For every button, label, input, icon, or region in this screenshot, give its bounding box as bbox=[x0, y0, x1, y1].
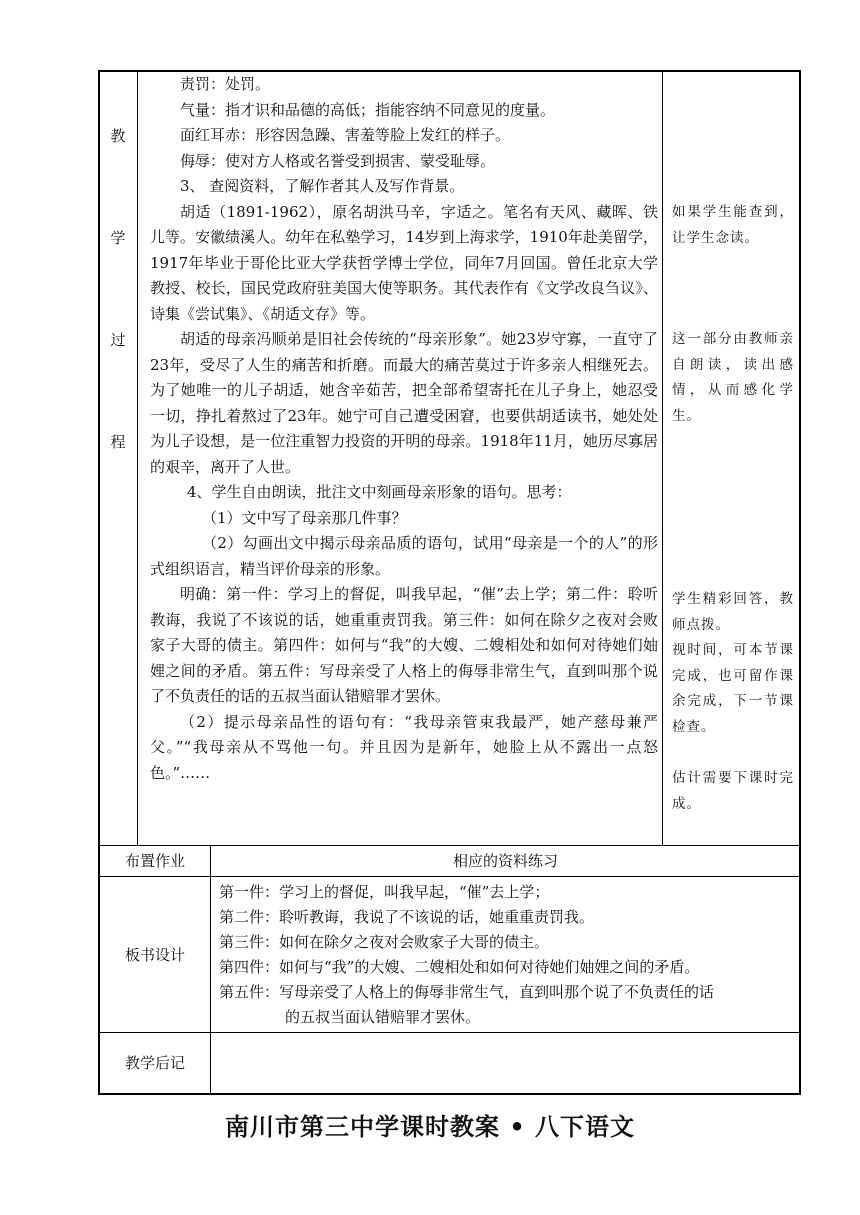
board-line-3: 第三件：如何在除夕之夜对会败家子大哥的债主。 bbox=[219, 933, 550, 951]
teaching-process-content bbox=[150, 72, 658, 786]
vocab-qiliang: 气量：指才识和品德的高低；指能容纳不同意见的度量。 bbox=[180, 100, 556, 119]
board-line-2: 第二件：聆听教诲，我说了不该说的话，她重重责罚我。 bbox=[219, 908, 595, 926]
board-design-content bbox=[219, 880, 797, 1030]
board-line-4: 第四件：如何与“我”的大嫂、二嫂相处和如何对待她们妯娌之间的矛盾。 bbox=[219, 958, 700, 976]
board-line-6: 的五叔当面认错赔罪才罢休。 bbox=[285, 1008, 481, 1026]
side-label-guo: 过 bbox=[110, 331, 126, 349]
page-footer: 南川市第三中学课时教案 • 八下语文 bbox=[224, 1113, 636, 1141]
divider-label-column bbox=[137, 71, 138, 846]
divider-row-board bbox=[99, 876, 800, 877]
step-4-heading: 4、学生自由朗读，批注文中刻画母亲形象的语句。思考： bbox=[187, 483, 572, 501]
board-design-label: 板书设计 bbox=[124, 946, 185, 964]
board-line-5: 第五件：写母亲受了人格上的侮辱非常生气，直到叫那个说了不负责任的话 bbox=[219, 983, 715, 1001]
vocab-wuru: 侮辱：使对方人格或名誉受到损害、蒙受耻辱。 bbox=[180, 151, 496, 170]
question-2: （2）勾画出文中揭示母亲品质的语句，试用“母亲是一个的人”的形式组织语言，精当评价母亲的形象。 bbox=[150, 534, 658, 578]
divider-lower-label-column bbox=[210, 846, 211, 1094]
side-label-xue: 学 bbox=[110, 229, 126, 247]
divider-row-reflection bbox=[99, 1032, 800, 1033]
note-teacher-read: 这一部分由教师亲自朗读，读出感情，从而感化学生。 bbox=[672, 331, 794, 424]
note-student-read: 如果学生能查到，让学生念读。 bbox=[672, 204, 794, 246]
divider-notes-column bbox=[662, 71, 663, 846]
homework-content: 相应的资料练习 bbox=[452, 852, 558, 870]
note-next-class: 估计需要下课时完成。 bbox=[672, 770, 794, 812]
note-time-plan: 视时间，可本节课完成，也可留作课余完成，下一节课检查。 bbox=[672, 642, 794, 735]
step-3-heading: 3、 查阅资料，了解作者其人及写作背景。 bbox=[180, 177, 465, 195]
mother-background-paragraph: 胡适的母亲冯顺弟是旧社会传统的“母亲形象”。她23岁守寡，一直守了23年，受尽了人生的痛苦和折磨。而最大的痛苦莫过于许多亲人相继死去。为了她唯一的儿子胡适，她含辛茹苦，把全部希望寄托在儿子身上，她忍受一切，挣扎着熬过了23年。她宁可自己遭受困窘，也要供胡适读书，她处处为儿子设想，是一位注重智力投资的开明的母亲。1918年11月，她历尽寡居的艰辛，离开了人世。 bbox=[150, 330, 658, 476]
divider-row-homework bbox=[99, 845, 800, 846]
author-bio-paragraph: 胡适（1891-1962），原名胡洪马辛，字适之。笔名有天风、藏晖、铁儿等。安徽绩溪人。幼年在私塾学习，14岁到上海求学，1910年赴美留学，1917年毕业于哥伦比亚大学获哲学博士学位，同年7月回国。曾任北京大学教授、校长，国民党政府驻美国大使等职务。其代表作有《文学改良刍议》、诗集《尝试集》、《胡适文存》等。 bbox=[150, 202, 658, 323]
board-line-1: 第一件：学习上的督促，叫我早起，“催”去上学； bbox=[219, 883, 550, 901]
side-label-cheng: 程 bbox=[110, 433, 126, 451]
question-1: （1）文中写了母亲那几件事？ bbox=[202, 508, 407, 527]
vocab-zefa: 责罚：处罚。 bbox=[180, 75, 271, 93]
quotes-paragraph: （2）提示母亲品性的语句有：“我母亲管束我最严，她产慈母兼严父。”“我母亲从不骂他一句。并且因为是新年，她脸上从不露出一点怒色。”…… bbox=[150, 712, 658, 782]
side-label-jiao: 教 bbox=[110, 127, 126, 145]
note-student-answer: 学生精彩回答，教师点拨。 bbox=[672, 591, 794, 633]
vocab-mianhongerchi: 面红耳赤：形容因急躁、害羞等脸上发红的样子。 bbox=[180, 126, 511, 144]
homework-label: 布置作业 bbox=[124, 852, 185, 870]
answer-paragraph: 明确：第一件：学习上的督促，叫我早起，“催”去上学；第二件：聆听教诲，我说了不该说的话，她重重责罚我。第三件：如何在除夕之夜对会败家子大哥的债主。第四件：如何与“我”的大嫂、二嫂相处和如何对待她们妯娌之间的矛盾。第五件：写母亲受了人格上的侮辱非常生气，直到叫那个说了不负责任的话的五叔当面认错赔罪才罢休。 bbox=[150, 585, 658, 705]
reflection-label: 教学后记 bbox=[124, 1054, 185, 1072]
